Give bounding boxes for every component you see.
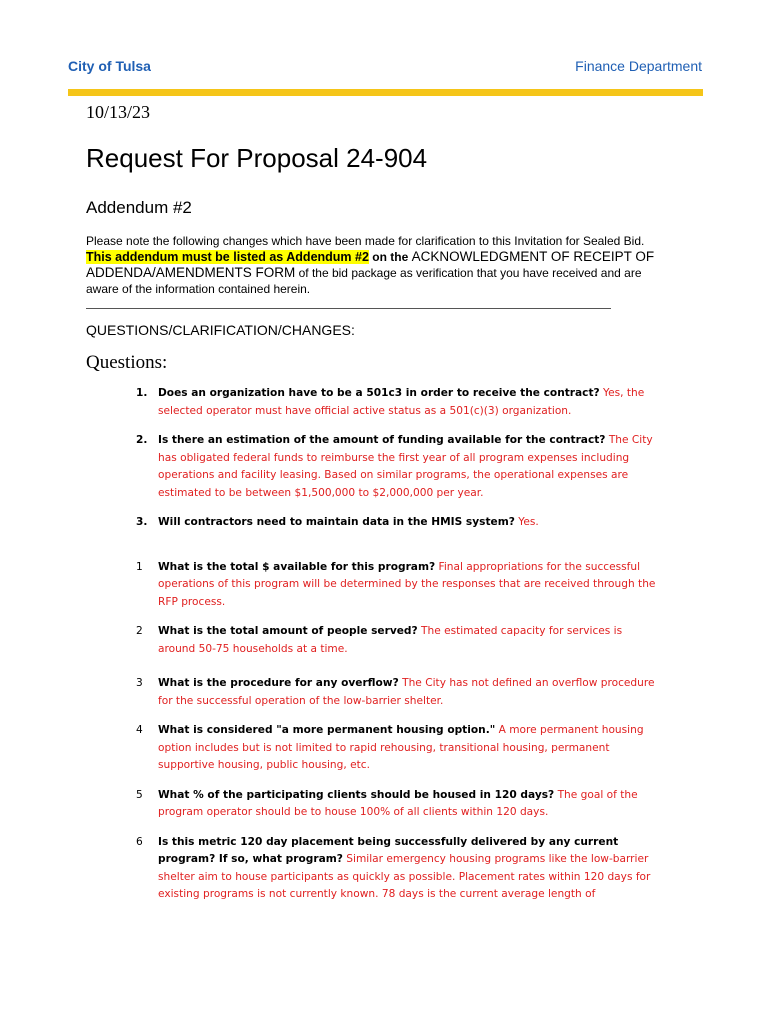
question-text: What is the procedure for any overflow? — [158, 677, 399, 689]
answer-text: The estimated capacity for services is around 50-75 households at a time. — [158, 625, 623, 655]
intro-text-continued: of the bid package as verification that you have received and are aware of the information contained herein. — [86, 266, 642, 296]
question-number: 3. — [136, 516, 148, 528]
question-text: What is considered "a more permanent housing option." — [158, 724, 496, 736]
question-number: 5 — [136, 788, 143, 801]
addendum-heading: Addendum #2 — [86, 198, 192, 217]
answer-text: Yes. — [518, 516, 539, 528]
answer-text: Similar emergency housing programs like the low-barrier shelter aim to house participants as quickly as possible. Placement rates within 120 days for existing programs is not currently known. 78 days is the current average length of — [158, 853, 651, 900]
question-text: What is the total $ available for this program? — [158, 560, 436, 573]
page-title: Request For Proposal 24-904 — [86, 143, 428, 173]
addendum-highlight: This addendum must be listed as Addendum #2 — [86, 250, 369, 264]
acknowledgment-form-name: ACKNOWLEDGMENT OF RECEIPT OF ADDENDA/AMENDMENTS FORM — [86, 249, 655, 280]
question-item — [136, 675, 661, 710]
question-number: 4 — [136, 724, 143, 736]
intro-text: Please note the following changes which have been made for clarification to this Invitation for Sealed Bid. — [86, 234, 645, 248]
questions-list — [136, 385, 661, 904]
intro-paragraph — [86, 233, 661, 297]
question-item — [136, 787, 661, 822]
question-text: Does an organization have to be a 501c3 in order to receive the contract? — [158, 387, 600, 399]
question-item — [136, 834, 661, 904]
question-item — [136, 722, 661, 775]
section-divider — [86, 308, 611, 309]
answer-text: The City has obligated federal funds to reimburse the first year of all program expenses including operations and facility leasing. Based on similar programs, the operational expenses are estimated to be between $1,500,000 to $2,000,000 per year. — [158, 434, 653, 499]
document-date: 10/13/23 — [86, 102, 151, 122]
question-item — [136, 385, 661, 420]
question-item — [136, 514, 661, 532]
question-item — [136, 623, 661, 658]
answer-text: Final appropriations for the successful operations of this program will be determined by the responses that are received through the RFP process. — [158, 560, 656, 608]
city-name: City of Tulsa — [68, 58, 151, 74]
question-item — [136, 432, 661, 502]
question-number: 2. — [136, 434, 148, 446]
question-text: Is there an estimation of the amount of funding available for the contract? — [158, 434, 606, 446]
answer-text: Yes, the selected operator must have official active status as a 501(c)(3) organization. — [158, 387, 645, 417]
question-number: 3 — [136, 677, 143, 689]
answer-text: A more permanent housing option includes but is not limited to rapid rehousing, transitional housing, permanent supportive housing, public housing, etc. — [158, 724, 644, 771]
question-number: 1. — [136, 387, 148, 399]
question-text: What is the total amount of people served? — [158, 625, 418, 637]
question-text: What % of the participating clients should be housed in 120 days? — [158, 788, 555, 801]
question-number: 1 — [136, 560, 143, 573]
question-number: 6 — [136, 835, 143, 848]
question-number: 2 — [136, 625, 143, 637]
question-item — [136, 559, 661, 612]
header-divider — [68, 89, 703, 96]
question-text: Will contractors need to maintain data in the HMIS system? — [158, 516, 515, 528]
question-text: Is this metric 120 day placement being successfully delivered by any current program? If so, what program? — [158, 835, 619, 865]
department-name: Finance Department — [575, 58, 702, 74]
section-heading: QUESTIONS/CLARIFICATION/CHANGES: — [86, 322, 355, 338]
intro-bold-text: on the — [372, 250, 409, 264]
answer-text: The City has not defined an overflow procedure for the successful operation of the low-barrier shelter. — [158, 677, 655, 707]
answer-text: The goal of the program operator should be to house 100% of all clients within 120 days. — [158, 788, 638, 818]
questions-heading: Questions: — [86, 352, 168, 373]
